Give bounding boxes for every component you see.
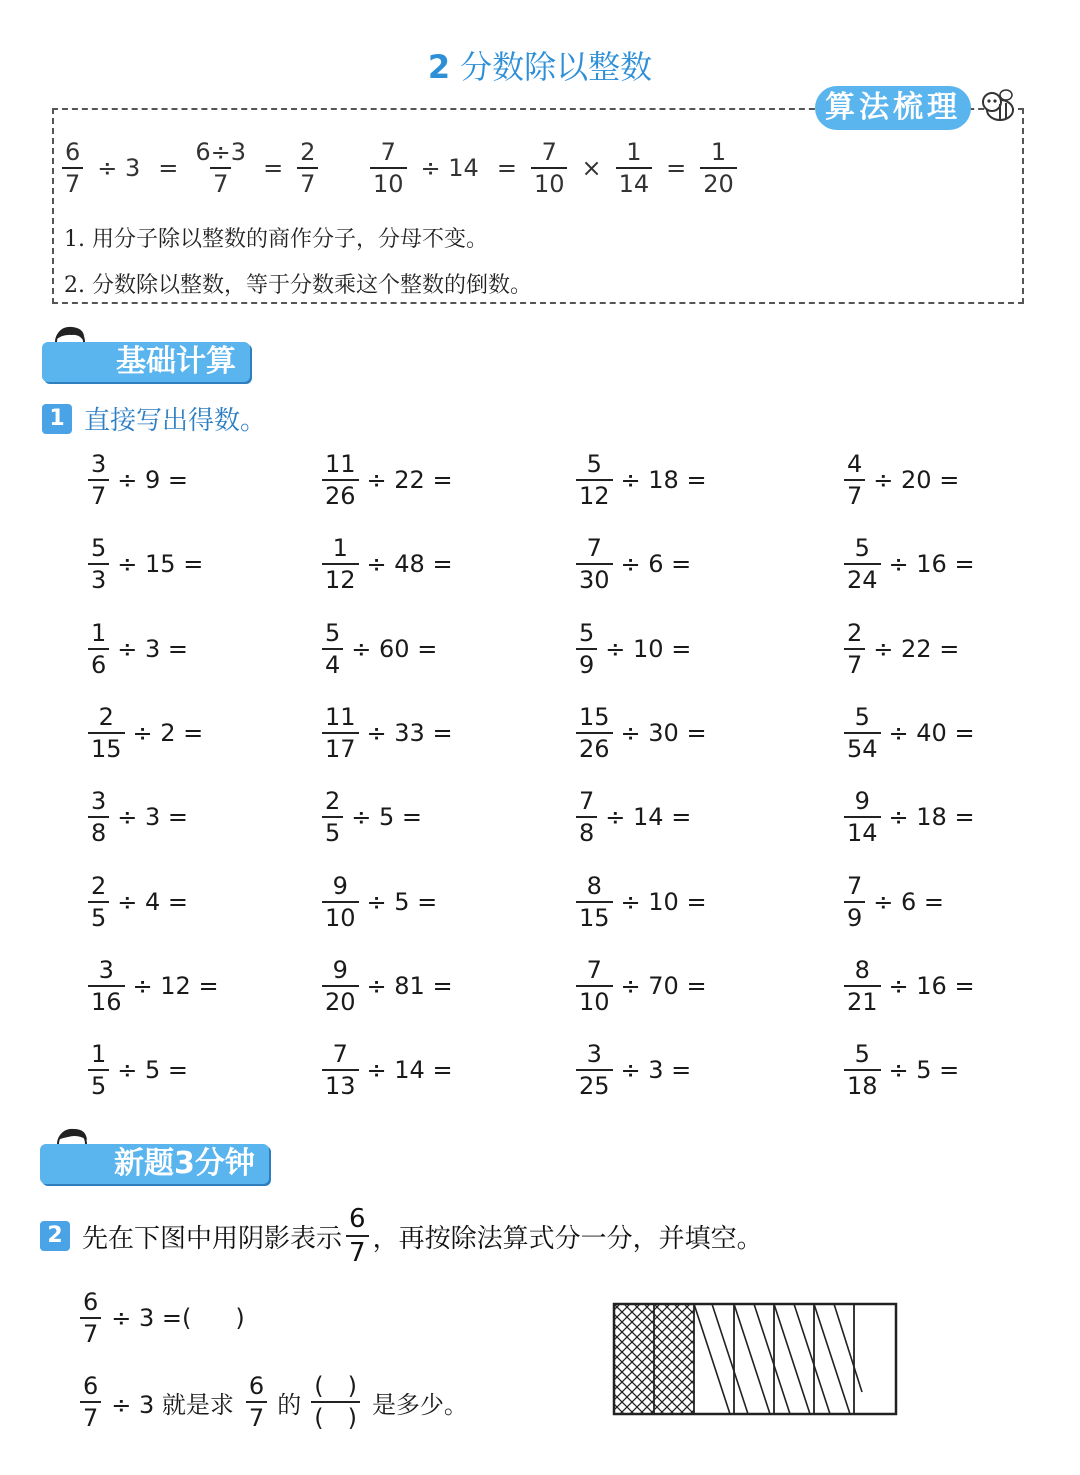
fraction: $\frac{7}{13}$ xyxy=(322,1042,359,1098)
fraction: $\frac{8}{15}$ xyxy=(576,874,613,930)
operation: ÷ 18 = xyxy=(620,466,707,494)
fraction: $\frac{5}{54}$ xyxy=(844,705,881,761)
question-text: 直接写出得数。 xyxy=(84,406,267,436)
fill-line-2: $\frac{6}{7}$ ÷ 3 就是求 $\frac{6}{7}$ 的 $\frac{( )}{( )}$ 是多少。 xyxy=(80,1374,468,1430)
fraction: $\frac{1}{5}$ xyxy=(88,1042,109,1098)
operation: ÷ 3 = xyxy=(117,803,189,832)
section-new-banner: 新题3分钟 xyxy=(40,1144,269,1184)
fraction: $\frac{5}{24}$ xyxy=(844,536,881,592)
fraction: $\frac{6\div 3}{7}$ xyxy=(195,138,247,198)
problem-item xyxy=(88,787,189,848)
operation: ÷ 6 = xyxy=(620,550,692,579)
operation: ÷ 60 = xyxy=(351,634,438,663)
problem-item xyxy=(88,534,204,595)
problem-item xyxy=(322,534,453,595)
operation: ÷ 4 = xyxy=(117,887,189,916)
question-text-before: 先在下图中用阴影表示 xyxy=(82,1223,343,1254)
operation: ÷ 22 = xyxy=(873,634,960,663)
problem-item xyxy=(322,1040,453,1101)
problem-item xyxy=(576,452,707,508)
operation: ÷ 16 = xyxy=(888,550,975,579)
shading-diagram xyxy=(612,1302,898,1416)
fraction: $\frac{9}{10}$ xyxy=(322,874,359,930)
rule-1: 1. 用分子除以整数的商作分子，分母不变。 xyxy=(64,227,488,252)
fraction: $\frac{1}{14}$ xyxy=(616,140,653,196)
operation: ÷ 33 = xyxy=(366,718,453,747)
operation: ÷ 10 = xyxy=(620,887,707,916)
operation: ÷ 3 = xyxy=(117,634,189,663)
example-1: $\frac{6}{7}$ ÷ 3 = $\frac{6\div 3}{7}$ = $\frac{2}{7}$ xyxy=(62,140,318,196)
fraction: $\frac{3}{25}$ xyxy=(576,1042,613,1098)
problem-item xyxy=(844,702,975,763)
problem-item xyxy=(576,534,692,595)
problem-item xyxy=(322,787,423,848)
problem-item xyxy=(844,534,975,595)
example-2: $\frac{7}{10}$ ÷ 14 = $\frac{7}{10}$ × $\frac{1}{14}$ = $\frac{1}{20}$ xyxy=(370,140,737,196)
problem-item xyxy=(576,955,707,1016)
fraction: $\frac{7}{10}$ xyxy=(370,140,407,196)
operation: ÷ 10 = xyxy=(605,634,692,663)
problem-item xyxy=(844,955,975,1016)
fraction: $\frac{9}{14}$ xyxy=(844,789,881,845)
title-text: 分数除以整数 xyxy=(460,48,653,86)
operation: ÷ 5 = xyxy=(366,887,438,916)
operation: ÷ 9 = xyxy=(117,466,189,494)
problem-item xyxy=(844,787,975,848)
question-number: 2 xyxy=(40,1221,70,1251)
problem-item xyxy=(576,1040,692,1101)
problem-item xyxy=(844,452,959,508)
operation: ÷ 12 = xyxy=(132,971,219,1000)
operation: ÷ 16 = xyxy=(888,971,975,1000)
problem-item xyxy=(322,452,453,508)
operation: ÷ 15 = xyxy=(117,550,204,579)
fraction: $\frac{4}{7}$ xyxy=(844,452,865,508)
operation: ÷ 81 = xyxy=(366,971,453,1000)
problem-item xyxy=(576,618,692,679)
problem-item xyxy=(322,955,453,1016)
fraction: $\frac{2}{5}$ xyxy=(88,874,109,930)
fraction: $\frac{6}{7}$ xyxy=(246,1374,267,1430)
bee-icon xyxy=(978,86,1018,126)
fraction: $\frac{5}{3}$ xyxy=(88,536,109,592)
operation: ÷ 14 = xyxy=(366,1056,453,1085)
question-2-label xyxy=(40,1206,763,1266)
problem-item xyxy=(844,1040,960,1101)
question-1-label xyxy=(42,400,266,437)
answer-fraction-blank[interactable]: $\frac{( )}{( )}$ xyxy=(311,1374,360,1430)
title-number: 2 xyxy=(427,48,451,86)
fraction: $\frac{7}{9}$ xyxy=(844,874,865,930)
operation: ÷ 40 = xyxy=(888,718,975,747)
fraction: $\frac{1}{6}$ xyxy=(88,621,109,677)
fraction: $\frac{5}{9}$ xyxy=(576,621,597,677)
fraction: $\frac{1}{20}$ xyxy=(700,140,737,196)
fraction: $\frac{7}{10}$ xyxy=(576,958,613,1014)
problem-item xyxy=(844,618,960,679)
operation: ÷ 5 = xyxy=(351,803,423,832)
rule-2: 2. 分数除以整数，等于分数乘这个整数的倒数。 xyxy=(64,273,532,298)
problem-item xyxy=(322,871,438,932)
method-tag: 算法梳理 xyxy=(815,86,971,130)
problem-item xyxy=(576,702,707,763)
fraction: $\frac{15}{26}$ xyxy=(576,705,613,761)
problem-item xyxy=(88,618,189,679)
problem-item xyxy=(844,871,945,932)
operation: ÷ 5 = xyxy=(888,1056,960,1085)
operation: ÷ 70 = xyxy=(620,971,707,1000)
fraction: $\frac{11}{26}$ xyxy=(322,452,359,508)
operation: ÷ 6 = xyxy=(873,887,945,916)
page-title xyxy=(0,42,1080,88)
problem-item xyxy=(322,702,453,763)
fraction: $\frac{7}{30}$ xyxy=(576,536,613,592)
fill-line-1: $\frac{6}{7}$ ÷ 3 =( ) xyxy=(80,1290,245,1346)
fraction: $\frac{6}{7}$ xyxy=(80,1290,101,1346)
fraction: $\frac{6}{7}$ xyxy=(80,1374,101,1430)
section-basic-banner: 基础计算 xyxy=(42,342,250,382)
fraction: $\frac{2}{7}$ xyxy=(297,140,318,196)
operation: ÷ 18 = xyxy=(888,803,975,832)
operation: ÷ 48 = xyxy=(366,550,453,579)
operation: ÷ 2 = xyxy=(132,718,204,747)
fraction: $\frac{11}{17}$ xyxy=(322,705,359,761)
fraction: $\frac{3}{8}$ xyxy=(88,789,109,845)
problem-item xyxy=(88,452,188,508)
problem-item xyxy=(88,871,189,932)
fraction: $\frac{2}{5}$ xyxy=(322,789,343,845)
question-number: 1 xyxy=(42,404,72,434)
problem-item xyxy=(88,702,204,763)
fraction: $\frac{7}{10}$ xyxy=(531,140,568,196)
fraction: $\frac{3}{16}$ xyxy=(88,958,125,1014)
problem-item xyxy=(88,955,219,1016)
problem-item xyxy=(576,787,692,848)
fraction: $\frac{5}{12}$ xyxy=(576,452,613,508)
fraction: $\frac{3}{7}$ xyxy=(88,452,109,508)
fraction: $\frac{1}{12}$ xyxy=(322,536,359,592)
fraction: $\frac{9}{20}$ xyxy=(322,958,359,1014)
fraction: $\frac{8}{21}$ xyxy=(844,958,881,1014)
question-text-after: ，再按除法算式分一分，并填空。 xyxy=(372,1223,763,1254)
operation: ÷ 14 = xyxy=(605,803,692,832)
operation: ÷ 20 = xyxy=(873,466,960,494)
fraction: $\frac{6}{7}$ xyxy=(62,140,83,196)
problem-item xyxy=(88,1040,189,1101)
operation: ÷ 5 = xyxy=(117,1056,189,1085)
fraction: $\frac{2}{15}$ xyxy=(88,705,125,761)
problem-item xyxy=(322,618,438,679)
fraction: $\frac{5}{18}$ xyxy=(844,1042,881,1098)
fraction: $\frac{7}{8}$ xyxy=(576,789,597,845)
fraction: $\frac{5}{4}$ xyxy=(322,621,343,677)
operation: ÷ 3 = xyxy=(620,1056,692,1085)
operation: ÷ 30 = xyxy=(620,718,707,747)
problem-item xyxy=(576,871,707,932)
fraction: $\frac{6}{7}$ xyxy=(346,1206,369,1266)
operation: ÷ 22 = xyxy=(366,466,453,494)
fraction: $\frac{2}{7}$ xyxy=(844,621,865,677)
